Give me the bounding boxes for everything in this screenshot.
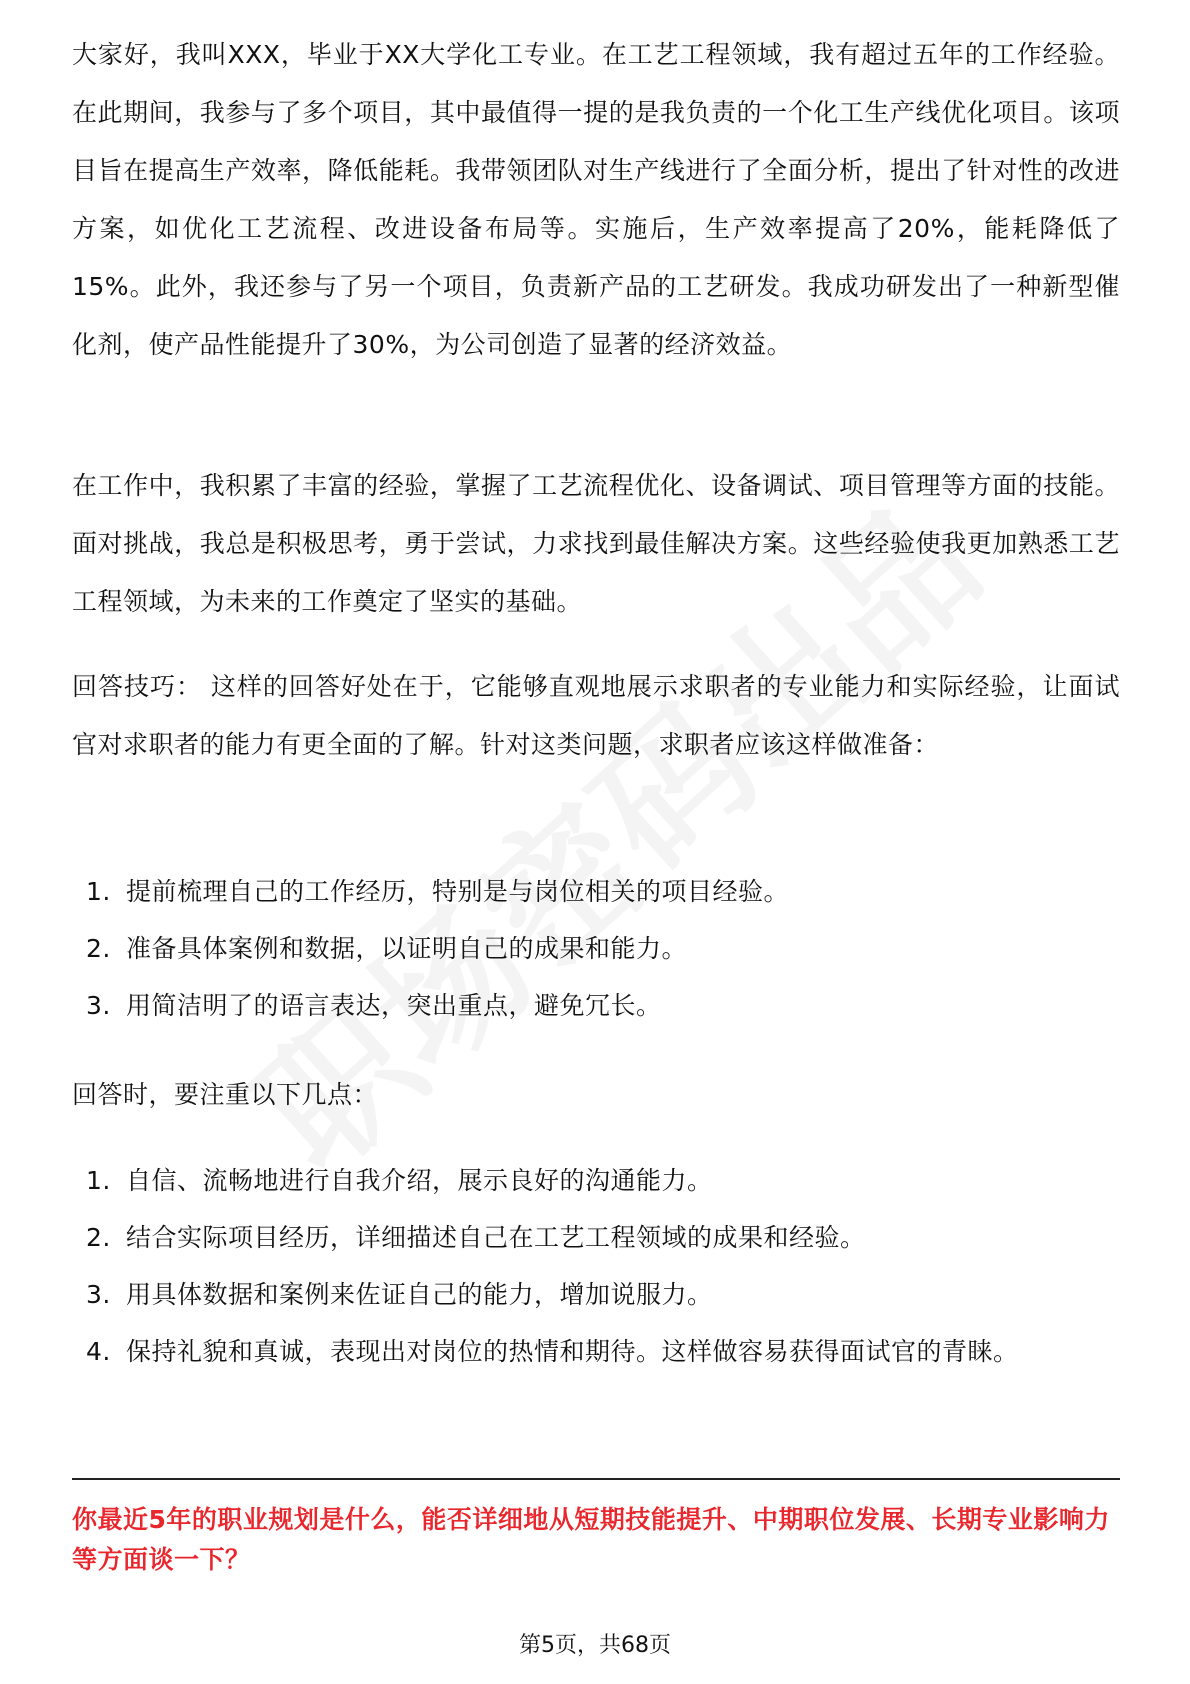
list-number: 2. [86,934,111,963]
list-item [72,1152,1120,1209]
paragraph-answer-points: 回答时，要注重以下几点： [72,1080,379,1109]
list-number: 1. [86,877,111,906]
list-text: 提前梳理自己的工作经历，特别是与岗位相关的项目经验。 [126,877,790,906]
list-text: 用具体数据和案例来佐证自己的能力，增加说服力。 [126,1280,713,1309]
list-item [72,920,1120,977]
paragraph-answer-tips: 回答技巧： 这样的回答好处在于，它能够直观地展示求职者的专业能力和实际经验，让面试官对求职者的能力有更全面的了解。针对这类问题，求职者应该这样做准备： [72,672,1120,759]
list-number: 2. [86,1223,111,1252]
list-number: 3. [86,1280,111,1309]
paragraph-experience: 大家好，我叫XXX，毕业于XX大学化工专业。在工艺工程领域，我有超过五年的工作经验。在此期间，我参与了多个项目，其中最值得一提的是我负责的一个化工生产线优化项目。该项目旨在提高生产效率，降低能耗。我带领团队对生产线进行了全面分析，提出了针对性的改进方案，如优化工艺流程、改进设备布局等。实施后，生产效率提高了20%，能耗降低了15%。此外，我还参与了另一个项目，负责新产品的工艺研发。我成功研发出了一种新型催化剂，使产品性能提升了30%，为公司创造了显著的经济效益。 [72,40,1120,359]
section-divider [72,1478,1120,1480]
answer-points-list [72,1152,1120,1380]
list-item [72,1209,1120,1266]
list-item [72,863,1120,920]
list-text: 自信、流畅地进行自我介绍，展示良好的沟通能力。 [126,1166,713,1195]
next-question-heading: 你最近5年的职业规划是什么，能否详细地从短期技能提升、中期职位发展、长期专业影响力等方面谈一下？ [72,1505,1110,1574]
paragraph-skills: 在工作中，我积累了丰富的经验，掌握了工艺流程优化、设备调试、项目管理等方面的技能。面对挑战，我总是积极思考，勇于尝试，力求找到最佳解决方案。这些经验使我更加熟悉工艺工程领域，为未来的工作奠定了坚实的基础。 [72,471,1120,616]
list-number: 4. [86,1337,111,1366]
list-text: 结合实际项目经历，详细描述自己在工艺工程领域的成果和经验。 [126,1223,866,1252]
list-number: 3. [86,991,111,1020]
list-text: 保持礼貌和真诚，表现出对岗位的热情和期待。这样做容易获得面试官的青睐。 [126,1337,1019,1366]
list-item [72,977,1120,1034]
list-number: 1. [86,1166,111,1195]
list-item [72,1266,1120,1323]
page-number: 第5页，共68页 [519,1633,671,1658]
list-item [72,1323,1120,1380]
list-text: 准备具体案例和数据，以证明自己的成果和能力。 [126,934,688,963]
preparation-list [72,863,1120,1034]
list-text: 用简洁明了的语言表达，突出重点，避免冗长。 [126,991,662,1020]
